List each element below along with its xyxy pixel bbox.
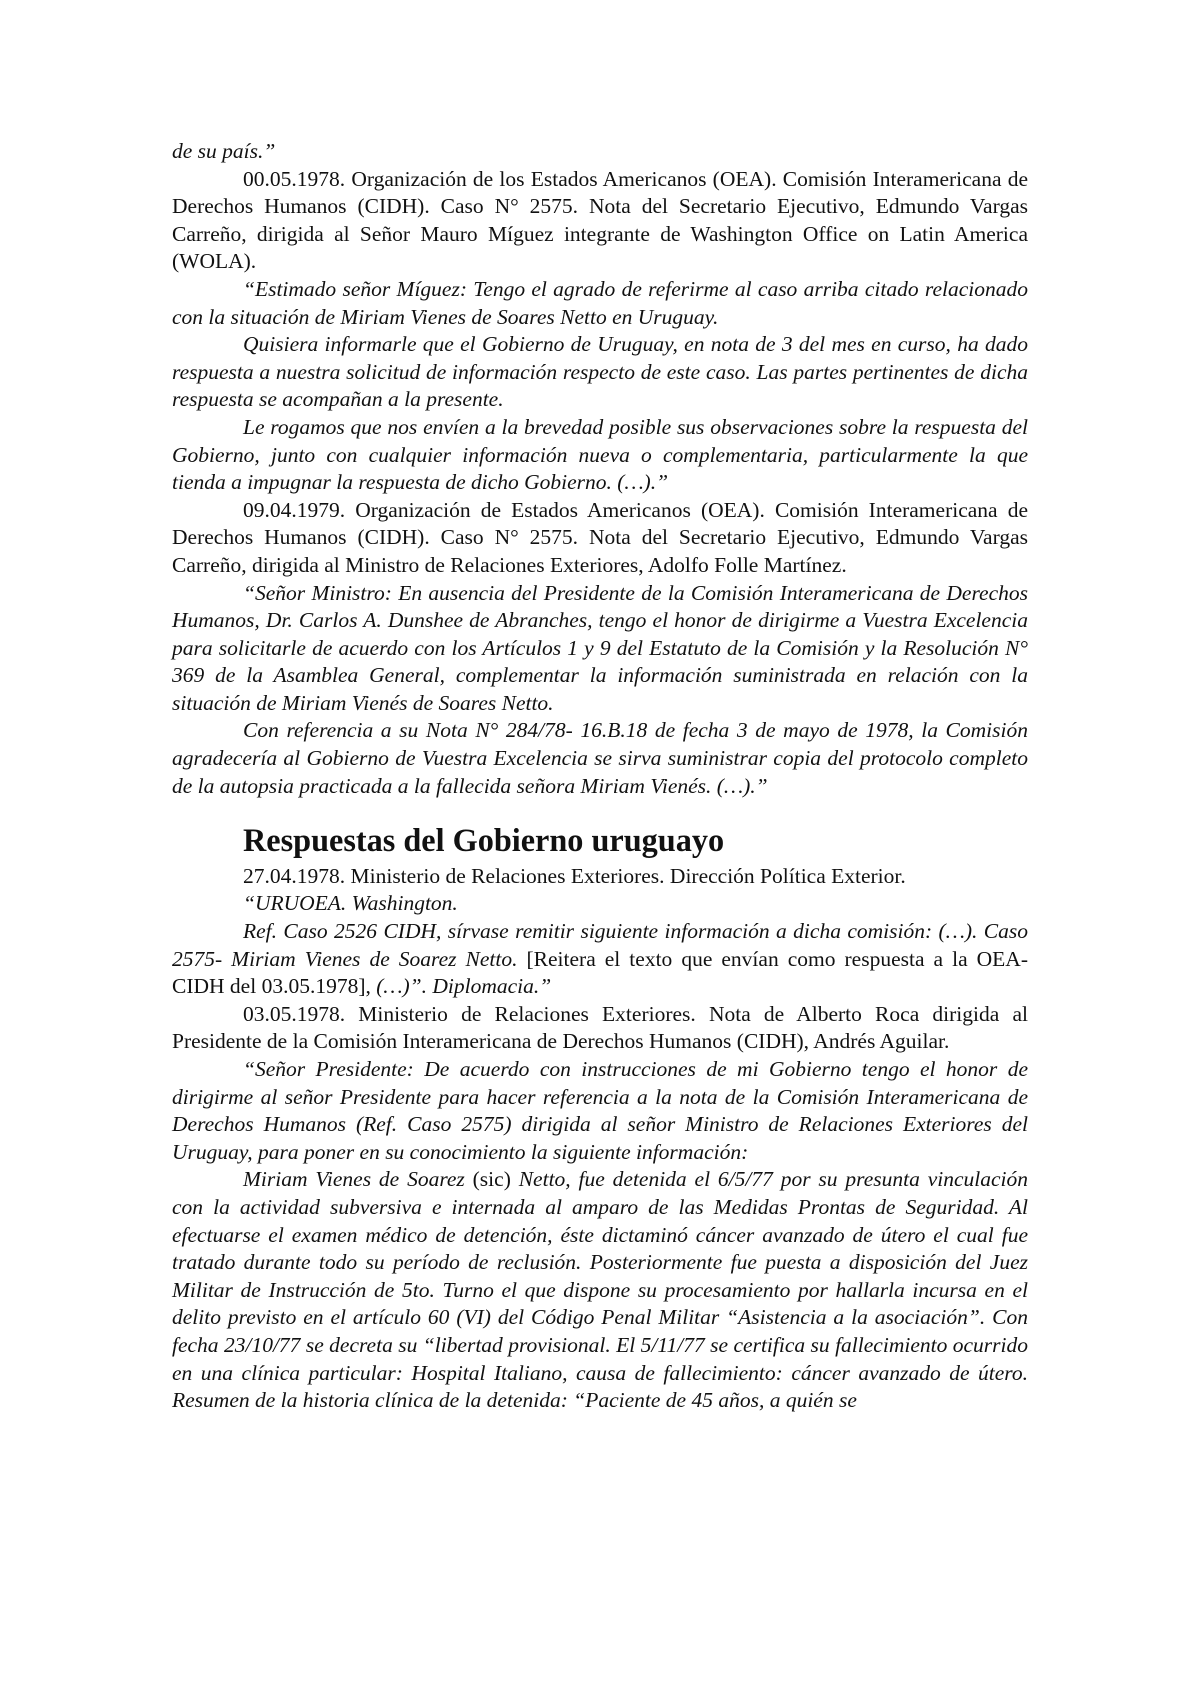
italic-text: “Señor Presidente: De acuerdo con instrucciones de mi Gobierno tengo el honor de dirigirme al señor Presidente para hacer referencia a la nota de la Comisión Interamericana de Derechos Humanos (Ref. Caso 2575) dirigida al señor Ministro de Relaciones Exteriores del Uruguay, para poner en su conocimiento la siguiente información: xyxy=(172,1057,1028,1164)
quote-paragraph xyxy=(172,717,1028,800)
italic-text: de su país.” xyxy=(172,139,276,163)
italic-text: (…)”. Diplomacia.” xyxy=(376,974,552,999)
italic-text: Ref. Caso 2526 CIDH, sírvase remitir siguiente información a dicha comisión: (…). Caso 2575- Miriam Vienes de Soarez Netto. xyxy=(172,919,1028,971)
italic-text: Netto, fue detenida el 6/5/77 por su presunta vinculación con la actividad subversiva e internada al amparo de las Medidas Prontas de Seguridad. Al efectuarse el examen médico de detención, éste dictaminó cáncer avanzado de útero el cual fue tratado durante todo su período de reclusión. Posteriormente fue puesta a disposición del Juez Militar de Instrucción de 5to. Turno el que dispone su procesamiento por hallarla incursa en el delito previsto en el artículo 60 (VI) del Código Penal Militar “Asistencia a la asociación”. Con fecha 23/10/77 se decreta su “libertad provisional. El 5/11/77 se certifica su fallecimiento ocurrido en una clínica particular: Hospital Italiano, causa de fallecimiento: cáncer avanzado de útero. Resumen de la historia clínica de la detenida: “Paciente de 45 años, a quién se xyxy=(172,1167,1028,1413)
paragraph xyxy=(172,138,1028,166)
text: 03.05.1978. Ministerio de Relaciones Exteriores. Nota de Alberto Roca dirigida al Presidente de la Comisión Interamericana de Derechos Humanos (CIDH), Andrés Aguilar. xyxy=(172,1001,1028,1054)
quote-paragraph xyxy=(172,276,1028,331)
text: (sic) xyxy=(464,1167,519,1192)
paragraph-mre-1978 xyxy=(172,863,1028,891)
text: [Reitera el texto que envían como respuesta a la OEA- CIDH del 03.05.1978], xyxy=(172,946,1028,999)
quote-paragraph xyxy=(172,890,1028,918)
italic-text: Le rogamos que nos envíen a la brevedad posible sus observaciones sobre la respuesta del Gobierno, junto con cualquier información nueva o complementaria, particularmente la que tienda a impugnar la respuesta de dicho Gobierno. (…).” xyxy=(172,414,1028,495)
paragraph-mre-nota xyxy=(172,1001,1028,1056)
italic-text: “Estimado señor Míguez: Tengo el agrado de referirme al caso arriba citado relacionado con la situación de Miriam Vienes de Soares Netto en Uruguay. xyxy=(172,276,1028,329)
section-heading: Respuestas del Gobierno uruguayo xyxy=(243,822,725,859)
text: 00.05.1978. Organización de los Estados Americanos (OEA). Comisión Interamericana de Derechos Humanos (CIDH). Caso N° 2575. Nota del Secretario Ejecutivo, Edmundo Vargas Carreño, dirigida al Señor Mauro Míguez integrante de Washington Office on Latin America (WOLA). xyxy=(172,166,1028,274)
document-page xyxy=(172,138,1028,1415)
italic-text: “Señor Ministro: En ausencia del Presidente de la Comisión Interamericana de Derechos Humanos, Dr. Carlos A. Dunshee de Abranches, tengo el honor de dirigirme a Vuestra Excelencia para solicitarle de acuerdo con los Artículos 1 y 9 del Estatuto de la Comisión y la Resolución N° 369 de la Asamblea General, complementar la información suministrada en relación con la situación de Miriam Vienés de Soares Netto. xyxy=(172,580,1028,715)
italic-text: Miriam Vienes de Soarez xyxy=(243,1167,465,1192)
italic-text: “URUOEA. Washington. xyxy=(243,891,458,916)
quote-paragraph xyxy=(172,580,1028,718)
quote-paragraph xyxy=(172,1056,1028,1166)
italic-text: Quisiera informarle que el Gobierno de Uruguay, en nota de 3 del mes en curso, ha dado respuesta a nuestra solicitud de información respecto de este caso. Las partes pertinentes de dicha respuesta se acompañan a la presente. xyxy=(172,332,1028,412)
text: 27.04.1978. Ministerio de Relaciones Exteriores. Dirección Política Exterior. xyxy=(243,863,906,888)
paragraph-oea-1978 xyxy=(172,166,1028,276)
quote-paragraph xyxy=(172,331,1028,414)
quote-paragraph xyxy=(172,414,1028,497)
italic-text: Con referencia a su Nota N° 284/78- 16.B.18 de fecha 3 de mayo de 1978, la Comisión agradecería al Gobierno de Vuestra Excelencia se sirva suministrar copia del protocolo completo de la autopsia practicada a la fallecida señora Miriam Vienés. (…).” xyxy=(172,718,1028,798)
text: 09.04.1979. Organización de Estados Americanos (OEA). Comisión Interamericana de Derechos Humanos (CIDH). Caso N° 2575. Nota del Secretario Ejecutivo, Edmundo Vargas Carreño, dirigida al Ministro de Relaciones Exteriores, Adolfo Folle Martínez. xyxy=(172,497,1028,577)
paragraph-oea-1979 xyxy=(172,497,1028,580)
quote-paragraph xyxy=(172,1166,1028,1414)
quote-paragraph xyxy=(172,918,1028,1001)
